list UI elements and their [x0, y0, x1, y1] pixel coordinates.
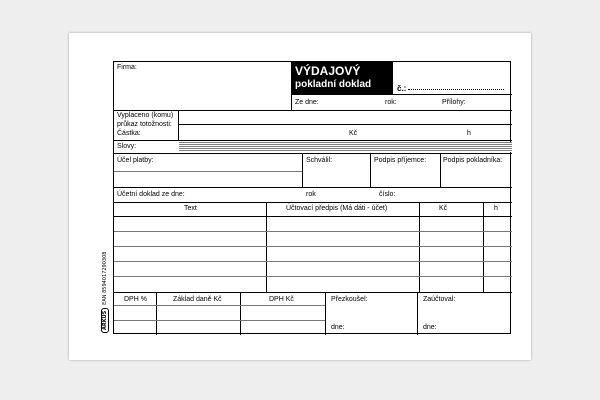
col-kc-header: Kč — [439, 205, 448, 212]
date-label: Ze dne: — [295, 99, 319, 106]
attachments-label: Přílohy: — [442, 99, 466, 106]
number-label: č.: — [397, 84, 407, 93]
id-card-label: průkaz totožnosti: — [117, 121, 172, 128]
ean-code: EAN 8594017290308 — [102, 251, 108, 305]
document-number-label: číslo: — [379, 191, 396, 198]
checked-label: Přezkoušel: — [331, 296, 368, 303]
brand-logo: ARKUŠ — [101, 308, 109, 333]
table-row — [114, 231, 512, 232]
tax-base-header: Základ daně Kč — [173, 296, 222, 303]
table-row — [114, 246, 512, 247]
year-label: rok: — [385, 99, 397, 106]
col-posting-header: Účtovací předpis (Má dáti - účet) — [286, 205, 388, 212]
col-h-header: h — [494, 205, 498, 212]
paid-to-label: Vyplaceno (komu) — [117, 112, 174, 119]
accounting-year-label: rok — [306, 191, 316, 198]
halere-label: h — [467, 130, 471, 137]
accounting-doc-label: Účetní doklad ze dne: — [117, 191, 185, 198]
checked-date-label: dne: — [331, 324, 345, 331]
title-line2: pokladní doklad — [295, 79, 372, 90]
vat-percent-header: DPH % — [124, 296, 147, 303]
table-row — [114, 276, 512, 277]
in-words-label: Slovy: — [117, 143, 137, 150]
firm-label: Firma: — [117, 64, 137, 71]
vat-kc-header: DPH Kč — [269, 296, 294, 303]
recipient-signature-label: Podpis příjemce: — [374, 157, 427, 164]
purpose-label: Účel platby: — [117, 157, 154, 164]
side-imprint — [101, 252, 109, 333]
posted-label: Zaúčtoval: — [423, 296, 456, 303]
cashier-signature-label: Podpis pokladníka: — [443, 157, 503, 164]
amount-label: Částka: — [117, 130, 141, 137]
voucher-title — [292, 62, 393, 95]
col-text-header: Text — [184, 205, 197, 212]
approved-label: Schválil: — [306, 157, 333, 164]
posted-date-label: dne: — [423, 324, 437, 331]
in-words-field[interactable] — [179, 142, 512, 152]
number-field[interactable] — [408, 89, 504, 90]
table-row — [114, 261, 512, 262]
currency-label: Kč — [349, 130, 358, 137]
title-line1: VÝDAJOVÝ — [295, 64, 361, 78]
expense-voucher-form — [113, 61, 511, 334]
